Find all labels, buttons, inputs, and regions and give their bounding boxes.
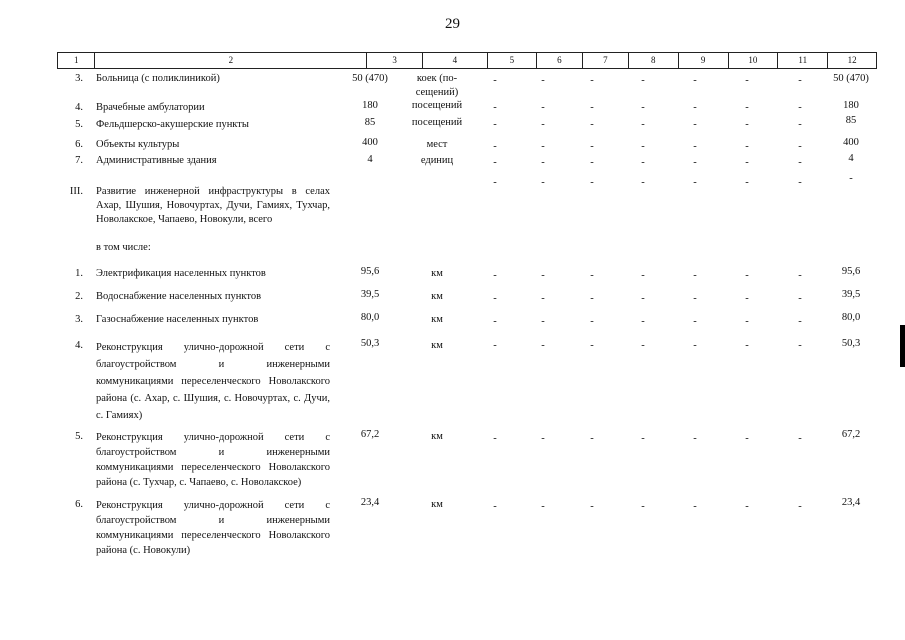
empty-cell-dash: - [745,501,749,512]
row-value-col3: 4 [367,154,373,165]
row-unit: км [431,314,443,325]
empty-cell-dash: - [798,270,802,281]
empty-cell-dash: - [798,177,802,188]
empty-cell-dash: - [641,433,645,444]
empty-cell-dash: - [745,141,749,152]
empty-cell-dash: - [798,119,802,130]
row-unit: км [431,268,443,279]
empty-cell-dash: - [541,433,545,444]
row-number: 2. [75,291,83,302]
empty-cell-dash: - [541,293,545,304]
row-number: 4. [75,102,83,113]
row-value-col12: 4 [848,153,854,164]
row-unit: посещений [411,117,463,128]
empty-cell-dash: - [641,75,645,86]
row-value-col3: 67,2 [360,429,380,440]
row-value-col12: 23,4 [841,497,861,508]
row-name: Развитие инженерной инфраструктуры в селах Ахар, Шушия, Новочуртах, Дучи, Гамиях, Тухчар, Новолакское, Чапаево, Новокули, всего [96,186,330,225]
empty-cell-dash: - [541,501,545,512]
row-name: Электрификация населенных пунктов [96,268,266,279]
empty-cell-dash: - [693,141,697,152]
header-col-1: 1 [58,53,95,68]
empty-cell-dash: - [590,433,594,444]
empty-cell-dash: - [693,433,697,444]
empty-cell-dash: - [745,119,749,130]
empty-cell-dash: - [641,177,645,188]
row-value-col12: 95,6 [841,266,861,277]
row-number: 5. [75,431,83,442]
empty-cell-dash: - [493,141,497,152]
header-col-11: 11 [778,53,828,68]
row-unit: км [431,291,443,302]
row-name: Фельдшерско-акушерские пункты [96,119,249,130]
row-number: 1. [75,268,83,279]
empty-cell-dash: - [693,316,697,327]
row-number: 6. [75,499,83,510]
row-unit: единиц [420,155,454,166]
row-unit: км [431,431,443,442]
empty-cell-dash: - [693,340,697,351]
row-value-col12: 50,3 [841,338,861,349]
empty-cell-dash: - [693,75,697,86]
empty-cell-dash: - [541,119,545,130]
empty-cell-dash: - [493,340,497,351]
empty-cell-dash: - [693,119,697,130]
row-value-col12: - [849,173,853,184]
row-value-col3: 50,3 [360,338,380,349]
row-value-col12: 67,2 [841,429,861,440]
empty-cell-dash: - [745,177,749,188]
empty-cell-dash: - [590,177,594,188]
header-col-7: 7 [583,53,629,68]
empty-cell-dash: - [493,293,497,304]
empty-cell-dash: - [798,316,802,327]
empty-cell-dash: - [745,75,749,86]
row-unit: км [431,499,443,510]
empty-cell-dash: - [493,102,497,113]
empty-cell-dash: - [641,141,645,152]
empty-cell-dash: - [493,270,497,281]
empty-cell-dash: - [641,501,645,512]
empty-cell-dash: - [541,141,545,152]
empty-cell-dash: - [493,75,497,86]
empty-cell-dash: - [798,340,802,351]
empty-cell-dash: - [693,177,697,188]
empty-cell-dash: - [590,75,594,86]
empty-cell-dash: - [798,157,802,168]
empty-cell-dash: - [590,293,594,304]
row-value-col3: 50 (470) [352,73,388,84]
empty-cell-dash: - [493,433,497,444]
empty-cell-dash: - [693,157,697,168]
empty-cell-dash: - [798,293,802,304]
header-col-2: 2 [95,53,367,68]
page-number: 29 [445,16,460,32]
empty-cell-dash: - [798,141,802,152]
header-col-6: 6 [537,53,583,68]
empty-cell-dash: - [693,293,697,304]
row-number: 6. [75,139,83,150]
empty-cell-dash: - [590,141,594,152]
header-col-9: 9 [679,53,729,68]
empty-cell-dash: - [493,177,497,188]
row-name: Объекты культуры [96,139,180,150]
row-unit: коек (по-сещений) [415,73,459,98]
header-col-3: 3 [367,53,423,68]
row-number: 3. [75,314,83,325]
row-value-col3: 95,6 [360,266,380,277]
row-unit: мест [426,139,448,150]
empty-cell-dash: - [745,270,749,281]
row-name: Реконструкция улично-дорожной сети с благоустройством и инженерными коммуникациями переселенческого Новолакского района (с. Тухчар, с. Чапаево, с. Новолакское) [96,432,330,488]
empty-cell-dash: - [798,102,802,113]
empty-cell-dash: - [745,316,749,327]
empty-cell-dash: - [590,316,594,327]
empty-cell-dash: - [693,102,697,113]
row-name: Административные здания [96,155,217,166]
header-col-10: 10 [729,53,779,68]
row-value-col12: 80,0 [841,312,861,323]
empty-cell-dash: - [590,270,594,281]
row-value-col12: 400 [843,137,859,148]
empty-cell-dash: - [798,433,802,444]
empty-cell-dash: - [541,157,545,168]
scan-edge-mark [900,325,905,367]
row-value-col3: 400 [362,137,378,148]
empty-cell-dash: - [590,157,594,168]
empty-cell-dash: - [493,316,497,327]
row-value-col3: 80,0 [360,312,380,323]
empty-cell-dash: - [541,340,545,351]
row-value-col12: 50 (470) [833,73,869,84]
row-number: 4. [75,340,83,351]
empty-cell-dash: - [798,75,802,86]
empty-cell-dash: - [798,501,802,512]
row-number: 3. [75,73,83,84]
empty-cell-dash: - [693,501,697,512]
row-number: III. [69,186,83,197]
empty-cell-dash: - [493,157,497,168]
row-name: Реконструкция улично-дорожной сети с благоустройством и инженерными коммуникациями переселенческого Новолакского района (с. Ахар, с. Шушия, с. Новочуртах, с. Дучи, с. Гамиях) [96,342,330,421]
empty-cell-dash: - [541,270,545,281]
row-value-col12: 180 [843,100,859,111]
row-number: 5. [75,119,83,130]
row-name: Врачебные амбулатории [96,102,205,113]
empty-cell-dash: - [745,293,749,304]
row-unit: км [431,340,443,351]
empty-cell-dash: - [641,293,645,304]
row-name: Газоснабжение населенных пунктов [96,314,259,325]
row-value-col3: 180 [362,100,378,111]
row-name: Водоснабжение населенных пунктов [96,291,262,302]
empty-cell-dash: - [641,157,645,168]
empty-cell-dash: - [641,119,645,130]
row-value-col3: 85 [364,117,376,128]
empty-cell-dash: - [541,177,545,188]
empty-cell-dash: - [541,102,545,113]
empty-cell-dash: - [745,433,749,444]
row-value-col3: 39,5 [360,289,380,300]
row-name: Реконструкция улично-дорожной сети с благоустройством и инженерными коммуникациями переселенческого Новолакского района (с. Новокули) [96,500,330,556]
row-number: 7. [75,155,83,166]
row-unit: посещений [411,100,463,111]
empty-cell-dash: - [641,340,645,351]
header-col-5: 5 [488,53,537,68]
empty-cell-dash: - [745,157,749,168]
row-subtitle: в том числе: [96,242,151,253]
empty-cell-dash: - [641,102,645,113]
empty-cell-dash: - [493,119,497,130]
empty-cell-dash: - [590,340,594,351]
empty-cell-dash: - [541,316,545,327]
row-value-col3: 23,4 [360,497,380,508]
table-header-row [57,52,877,69]
header-col-4: 4 [423,53,488,68]
row-value-col12: 85 [845,115,857,126]
empty-cell-dash: - [745,102,749,113]
empty-cell-dash: - [493,501,497,512]
empty-cell-dash: - [745,340,749,351]
empty-cell-dash: - [541,75,545,86]
row-value-col12: 39,5 [841,289,861,300]
header-col-12: 12 [847,55,857,65]
empty-cell-dash: - [590,501,594,512]
empty-cell-dash: - [590,119,594,130]
empty-cell-dash: - [641,270,645,281]
row-name: Больница (с поликлиникой) [96,73,220,84]
empty-cell-dash: - [641,316,645,327]
empty-cell-dash: - [693,270,697,281]
header-col-8: 8 [629,53,679,68]
empty-cell-dash: - [590,102,594,113]
